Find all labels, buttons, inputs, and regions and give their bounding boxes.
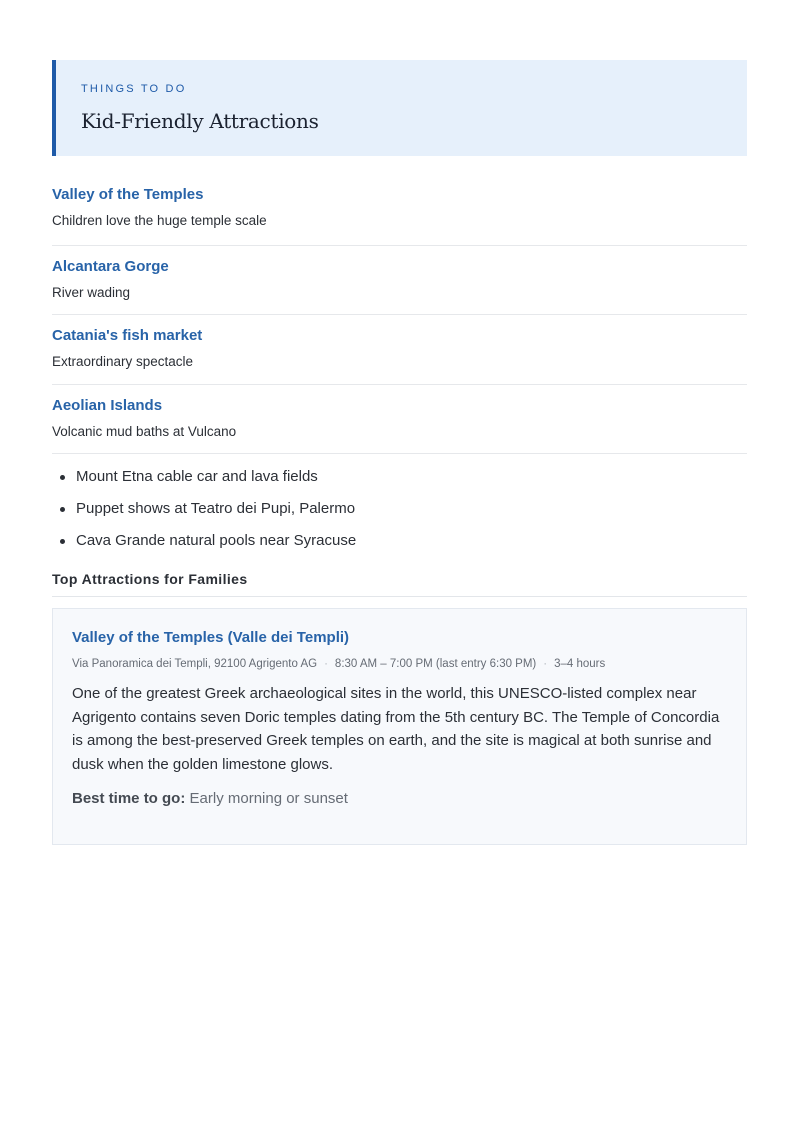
card-duration: 3–4 hours <box>554 658 606 671</box>
meta-separator: · <box>324 658 328 671</box>
attraction-card <box>52 608 747 845</box>
card-address: Via Panoramica dei Templi, 92100 Agrigento AG <box>72 658 318 671</box>
attraction-list <box>52 186 747 454</box>
attraction-description: Extraordinary spectacle <box>52 354 194 370</box>
bullet-item: Cava Grande natural pools near Syracuse <box>52 532 747 564</box>
card-hours: 8:30 AM – 7:00 PM (last entry 6:30 PM) <box>334 658 537 671</box>
best-time <box>72 789 727 809</box>
card-title: Valley of the Temples (Valle dei Templi) <box>72 629 350 647</box>
bullet-item: Puppet shows at Teatro dei Pupi, Palermo <box>52 500 747 532</box>
list-item <box>52 385 747 455</box>
bullet-item: Mount Etna cable car and lava fields <box>52 468 747 500</box>
attraction-name: Alcantara Gorge <box>52 257 169 275</box>
attraction-description: River wading <box>52 284 131 300</box>
list-item <box>52 186 747 246</box>
attraction-description: Children love the huge temple scale <box>52 213 267 228</box>
section-header <box>52 60 747 156</box>
best-time-label: Best time to go: <box>72 790 186 808</box>
page <box>52 60 747 845</box>
best-time-value: Early morning or sunset <box>189 790 348 808</box>
card-meta <box>72 656 727 672</box>
bullet-list <box>52 468 747 564</box>
list-item <box>52 315 747 385</box>
section-kicker: THINGS TO DO <box>81 83 187 95</box>
attraction-description: Volcanic mud baths at Vulcano <box>52 423 237 439</box>
list-item <box>52 246 747 316</box>
attraction-name: Valley of the Temples <box>52 186 204 203</box>
meta-separator: · <box>543 658 548 671</box>
attraction-name: Aeolian Islands <box>52 396 163 414</box>
section-title-heading: Kid-Friendly Attractions <box>81 109 319 133</box>
top-attractions-heading: Top Attractions for Families <box>52 570 747 597</box>
card-description: One of the greatest Greek archaeological sites in the world, this UNESCO-listed complex near Agrigento contains seven Doric temples dating from the 5th century BC. The Temple of Concordia is among the best-preserved Greek temples on earth, and the site is magical at both sunrise and dusk when the golden limestone glows. <box>72 685 720 773</box>
attraction-name: Catania's fish market <box>52 327 203 345</box>
